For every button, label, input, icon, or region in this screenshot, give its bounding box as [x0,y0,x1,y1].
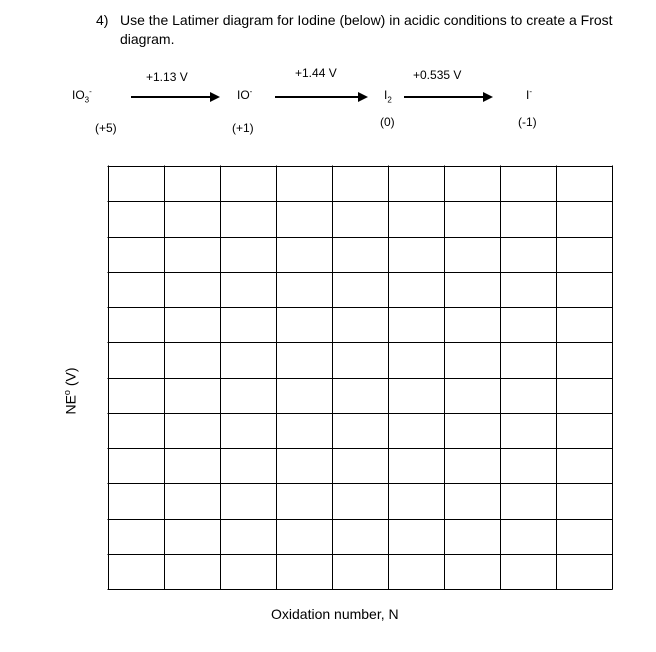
potential-i2-to-iminus: +0.535 V [413,68,462,82]
species-iodine: $I_2$ [384,88,392,105]
latimer-arrow-1 [131,92,220,102]
latimer-arrow-2 [275,92,368,102]
oxidation-state-minus1: (-1) [518,115,537,129]
latimer-arrow-3 [404,92,493,102]
species-iodide: I- [526,87,533,102]
potential-io-to-i2: +1.44 V [295,66,337,80]
oxidation-state-zero: (0) [380,115,395,129]
potential-io3-to-io: +1.13 V [146,70,188,84]
oxidation-state-plus5: (+5) [95,121,117,135]
y-axis-label: $NE^o$ (V) [61,367,79,415]
oxidation-state-plus1: (+1) [232,121,254,135]
species-hypoiodite: IO- [237,87,253,102]
x-axis-label: Oxidation number, N [271,606,399,622]
question-number: 4) [96,12,109,28]
species-iodate: $IO_3^-$ [72,87,92,105]
frost-diagram-grid[interactable] [107,165,613,590]
question-text-line1: Use the Latimer diagram for Iodine (below) in acidic conditions to create a Frost [120,12,613,28]
question-text-line2: diagram. [120,31,175,47]
